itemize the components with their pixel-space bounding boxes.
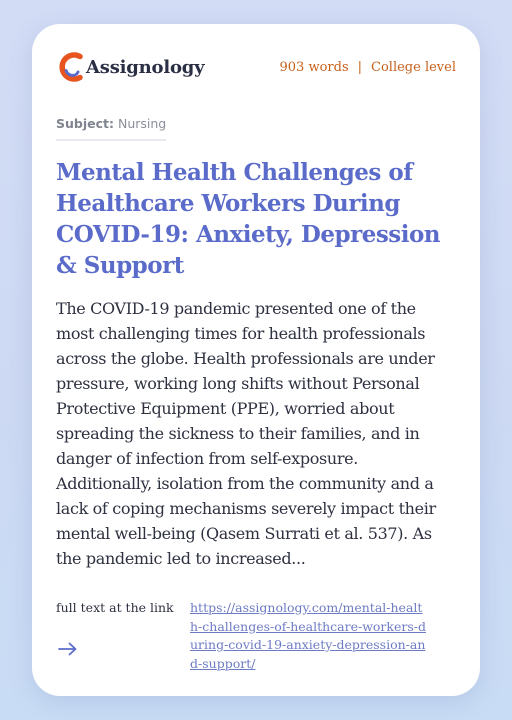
subject-line [56, 116, 166, 141]
meta-separator: | [357, 59, 363, 75]
arrow-right-icon[interactable] [58, 642, 78, 656]
full-text-link[interactable]: https://assignology.com/mental-health-challenges-of-healthcare-workers-during-covid-19-anxiety-depression-and-support/ [190, 600, 426, 671]
subject-value[interactable]: Nursing [117, 116, 167, 131]
essay-title: Mental Health Challenges of Healthcare Workers During COVID-19: Anxiety, Depression & Support [56, 159, 441, 279]
word-count: 903 words [279, 59, 349, 75]
essay-excerpt: The COVID-19 pandemic presented one of the most challenging times for health professionals across the globe. Health professionals are under pressure, working long shifts without Personal Protective Equipment (PPE), worried about spreading the sickness to their families, and in danger of infection from self-exposure. Additionally, isolation from the community and a lack of coping mechanisms severely impact their mental well-being (Qasem Surrati et al. 537). As the pandemic led to increased... [56, 299, 436, 568]
essay-card [32, 24, 480, 696]
academic-level: College level [371, 59, 456, 75]
subject-label: Subject: [56, 116, 114, 131]
full-text-label: full text at the link [56, 600, 174, 615]
card-header [56, 50, 456, 84]
essay-meta [280, 60, 456, 75]
assignology-logo-icon [56, 50, 90, 84]
brand-name: Assignology [86, 56, 205, 78]
brand[interactable] [56, 50, 204, 84]
